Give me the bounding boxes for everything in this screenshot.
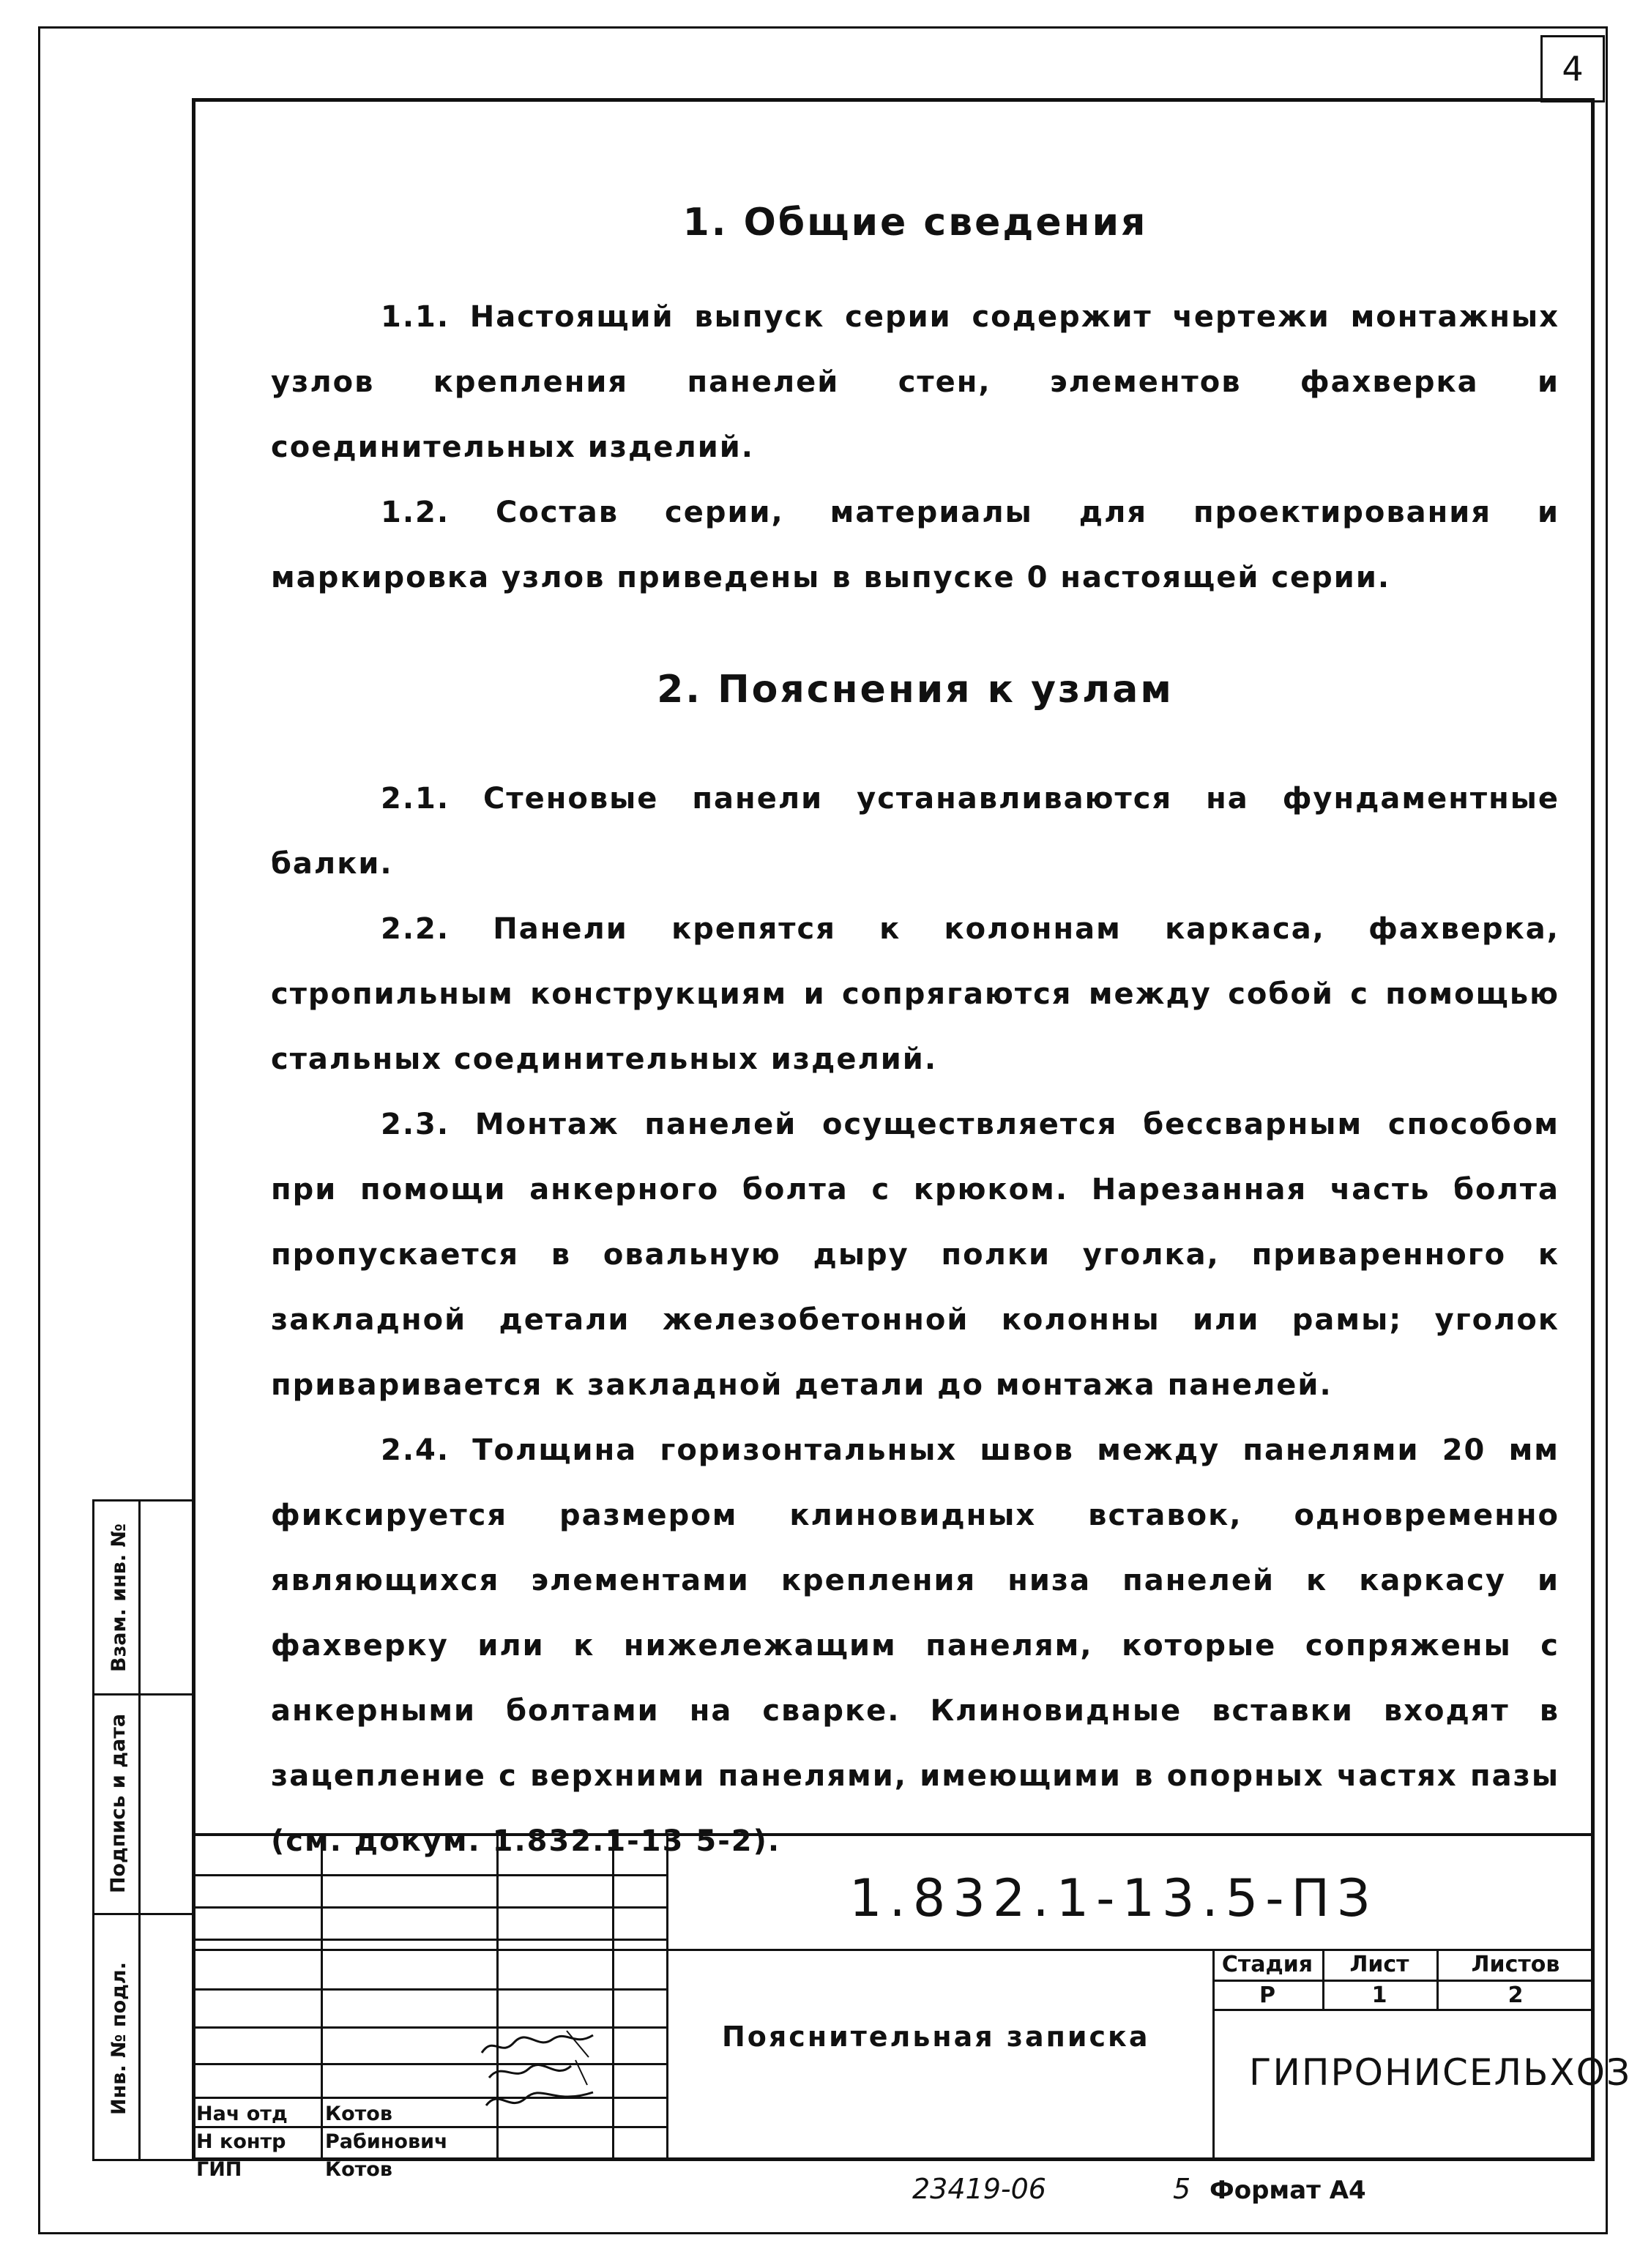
organization-name: ГИПРОНИСЕЛЬХОЗ [1249,2051,1632,2094]
paragraph-2-2: 2.2. Панели крепятся к колоннам каркаса, фахверка, стропильным конструкциям и сопрягаются между собой с помощью стальных соединительных изделий. [271,912,1559,1076]
document-title: Пояснительная записка [722,2021,1150,2053]
explanatory-text [271,190,1559,1874]
side-label-replacement: Взам. инв. № [107,1523,130,1672]
stage-value: Р [1259,1982,1275,2008]
name-head-of-dept: Котов [325,2103,392,2125]
role-head-of-dept: Нач отд [196,2103,288,2125]
side-label-original-inventory: Инв. № подл. [107,1961,130,2115]
document-designation: 1.832.1-13.5-ПЗ [849,1868,1378,1928]
paragraph-2-3: 2.3. Монтаж панелей осуществляется бессварным способом при помощи анкерного болта с крюком. Нарезанная часть болта пропускается в овальную дыру полки уголка, приваренного к закладной детали железобетонной колонны или рамы; уголок приваривается к закладной детали до монтажа панелей. [271,1108,1559,1402]
footer-page: 5 [1173,2173,1191,2205]
section-2-heading: 2. Пояснения к узлам [657,668,1174,712]
sheet-header: Лист [1349,1952,1409,1977]
name-norm-control: Рабинович [325,2130,448,2153]
paragraph-1-1: 1.1. Настоящий выпуск серии содержит чертежи монтажных узлов крепления панелей стен, элементов фахверка и соединительных изделий. [271,300,1559,464]
side-label-signature-date: Подпись и дата [107,1713,130,1893]
footer-number: 23419-06 [912,2173,1046,2205]
sheets-value: 2 [1507,1982,1524,2008]
sheet-number-text: 4 [1562,49,1584,89]
paragraph-2-4: 2.4. Толщина горизонтальных швов между панелями 20 мм фиксируется размером клиновидных вставок, одновременно являющихся элементами крепления низа панелей к каркасу и фахверку или к нижележащим панелям, которые сопряжены с анкерными болтами на сварке. Клиновидные вставки входят в зацепление с верхними панелями, имеющими в опорных частях пазы (см. докум. 1.832.1-13 5-2). [271,1433,1559,1858]
signature-chief-engineer [483,2084,600,2116]
section-1-heading: 1. Общие сведения [682,201,1148,245]
sheets-header: Листов [1471,1952,1560,1977]
footer-format: Формат А4 [1210,2176,1366,2205]
side-stamp-strip [92,1499,192,2161]
stage-header: Стадия [1221,1952,1313,1977]
role-norm-control: Н контр [196,2130,286,2153]
role-chief-engineer: ГИП [196,2158,242,2181]
sheet-number [1540,35,1605,102]
name-chief-engineer: Котов [325,2158,392,2181]
paragraph-1-2: 1.2. Состав серии, материалы для проектирования и маркировка узлов приведены в выпуске 0 настоящей серии. [271,496,1559,594]
sheet-value: 1 [1371,1982,1387,2008]
paragraph-2-1: 2.1. Стеновые панели устанавливаются на фундаментные балки. [271,782,1559,881]
